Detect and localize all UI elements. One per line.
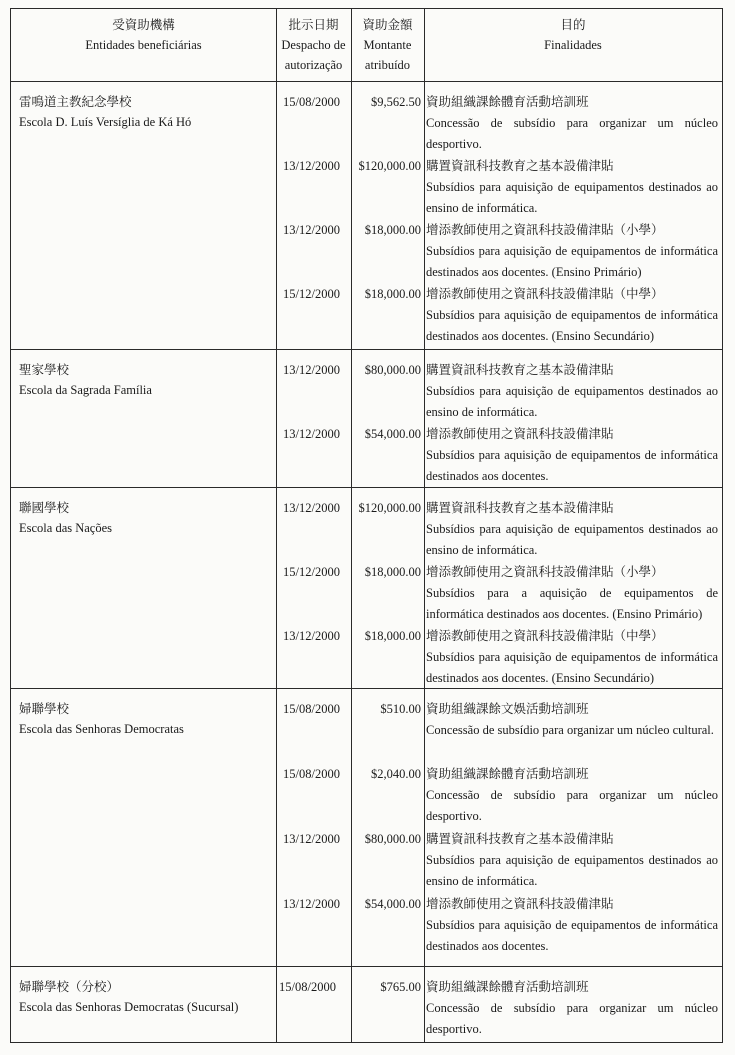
- entry-purpose: [426, 699, 718, 741]
- header-beneficiaries: [11, 15, 276, 55]
- header-purpose-pt: Finalidades: [544, 38, 602, 52]
- header-amount: [351, 15, 424, 75]
- subsidy-table: [10, 8, 723, 1043]
- entry-purpose-zh: 資助組織課餘文娛活動培訓班: [426, 702, 589, 716]
- entry-purpose-pt: Concessão de subsídio para organizar um núcleo desportivo.: [426, 116, 718, 151]
- entry-purpose-zh: 購置資訊科技教育之基本設備津貼: [426, 832, 614, 846]
- beneficiary-name-zh: 婦聯學校: [19, 702, 70, 716]
- entry-date: 13/12/2000: [283, 223, 340, 237]
- entry-date: 13/12/2000: [283, 159, 340, 173]
- beneficiary-name-zh: 聯國學校: [19, 501, 70, 515]
- entry-amount: $120,000.00: [358, 159, 421, 173]
- entry-amount: $18,000.00: [364, 565, 421, 579]
- entry-amount: $510.00: [380, 702, 421, 716]
- entry-purpose-pt: Subsídios para aquisição de equipamentos de informática destinados aos docentes.: [426, 918, 718, 953]
- column-divider: [276, 9, 277, 1042]
- entry-purpose: [426, 424, 718, 487]
- entry-purpose: [426, 284, 718, 347]
- entry-purpose-zh: 增添教師使用之資訊科技設備津貼（小學）: [426, 223, 664, 237]
- entry-amount: $765.00: [380, 980, 421, 994]
- entry-purpose-pt: Subsídios para aquisição de equipamentos destinados ao ensino de informática.: [426, 384, 718, 419]
- entry-purpose-pt: Subsídios para aquisição de equipamentos de informática destinados aos docentes. (Ensino Primário): [426, 244, 718, 279]
- entry-date: 13/12/2000: [283, 629, 340, 643]
- beneficiary-name-pt: Escola das Senhoras Democratas (Sucursal): [19, 1000, 239, 1014]
- entry-date: 15/08/2000: [279, 980, 336, 994]
- entry-purpose-zh: 資助組織課餘體育活動培訓班: [426, 980, 589, 994]
- entry-purpose: [426, 92, 718, 155]
- header-amount-pt1: Montante: [363, 38, 412, 52]
- entry-date: 15/08/2000: [283, 767, 340, 781]
- entry-amount: $18,000.00: [364, 287, 421, 301]
- entry-purpose: [426, 829, 718, 892]
- header-beneficiaries-zh: 受資助機構: [112, 18, 175, 32]
- row-divider: [11, 487, 722, 488]
- beneficiary-name-zh: 雷鳴道主教紀念學校: [19, 95, 132, 109]
- entry-purpose: [426, 220, 718, 283]
- entry-date: 13/12/2000: [283, 897, 340, 911]
- entry-purpose-zh: 購置資訊科技教育之基本設備津貼: [426, 159, 614, 173]
- entry-purpose: [426, 977, 718, 1040]
- entry-amount: $18,000.00: [364, 629, 421, 643]
- header-amount-zh: 資助金額: [362, 18, 413, 32]
- entry-date: 15/12/2000: [283, 565, 340, 579]
- entry-purpose-pt: Concessão de subsídio para organizar um núcleo desportivo.: [426, 788, 718, 823]
- entry-purpose-zh: 購置資訊科技教育之基本設備津貼: [426, 363, 614, 377]
- entry-amount: $80,000.00: [364, 832, 421, 846]
- entry-purpose: [426, 498, 718, 561]
- entry-purpose: [426, 360, 718, 423]
- entry-date: 15/08/2000: [283, 702, 340, 716]
- entry-purpose: [426, 156, 718, 219]
- header-date-pt1: Despacho de: [281, 38, 346, 52]
- beneficiary-name-zh: 婦聯學校（分校）: [19, 980, 120, 994]
- beneficiary-name-pt: Escola da Sagrada Família: [19, 383, 152, 397]
- entry-amount: $9,562.50: [371, 95, 421, 109]
- entry-date: 13/12/2000: [283, 832, 340, 846]
- header-date-pt2: autorização: [284, 58, 343, 72]
- header-purpose-zh: 目的: [560, 18, 586, 32]
- header-date-zh: 批示日期: [288, 18, 339, 32]
- entry-purpose-zh: 增添教師使用之資訊科技設備津貼: [426, 427, 614, 441]
- entry-amount: $2,040.00: [371, 767, 421, 781]
- entry-purpose: [426, 764, 718, 827]
- header-amount-pt2: atribuído: [364, 58, 411, 72]
- entry-purpose-pt: Subsídios para a aquisição de equipamentos de informática destinados aos docentes. (Ensino Primário): [426, 586, 718, 621]
- entry-purpose: [426, 626, 718, 689]
- entry-purpose-zh: 購置資訊科技教育之基本設備津貼: [426, 501, 614, 515]
- entry-purpose-pt: Subsídios para aquisição de equipamentos de informática destinados aos docentes. (Ensino Secundário): [426, 308, 718, 343]
- entry-purpose-zh: 增添教師使用之資訊科技設備津貼（中學）: [426, 629, 664, 643]
- entry-purpose-zh: 增添教師使用之資訊科技設備津貼: [426, 897, 614, 911]
- entry-amount: $80,000.00: [364, 363, 421, 377]
- row-divider: [11, 966, 722, 967]
- row-divider: [11, 349, 722, 350]
- entry-purpose-zh: 增添教師使用之資訊科技設備津貼（中學）: [426, 287, 664, 301]
- entry-date: 13/12/2000: [283, 427, 340, 441]
- entry-date: 13/12/2000: [283, 363, 340, 377]
- entry-date: 13/12/2000: [283, 501, 340, 515]
- beneficiary-name-pt: Escola das Nações: [19, 521, 113, 535]
- entry-purpose-zh: 資助組織課餘體育活動培訓班: [426, 767, 589, 781]
- header-purpose: [424, 15, 722, 55]
- entry-purpose-pt: Subsídios para aquisição de equipamentos destinados ao ensino de informática.: [426, 180, 718, 215]
- header-divider: [11, 81, 722, 82]
- beneficiary-name-zh: 聖家學校: [19, 363, 70, 377]
- header-beneficiaries-pt: Entidades beneficiárias: [85, 38, 202, 52]
- entry-amount: $120,000.00: [358, 501, 421, 515]
- entry-purpose-pt: Concessão de subsídio para organizar um núcleo cultural.: [426, 723, 714, 737]
- entry-purpose: [426, 562, 718, 625]
- entry-purpose-zh: 增添教師使用之資訊科技設備津貼（小學）: [426, 565, 664, 579]
- entry-amount: $54,000.00: [364, 427, 421, 441]
- header-date: [276, 15, 351, 75]
- entry-purpose-zh: 資助組織課餘體育活動培訓班: [426, 95, 589, 109]
- beneficiary-name-pt: Escola das Senhoras Democratas: [19, 722, 184, 736]
- entry-amount: $18,000.00: [364, 223, 421, 237]
- entry-purpose: [426, 894, 718, 957]
- entry-amount: $54,000.00: [364, 897, 421, 911]
- entry-purpose-pt: Subsídios para aquisição de equipamentos de informática destinados aos docentes.: [426, 448, 718, 483]
- entry-purpose-pt: Subsídios para aquisição de equipamentos destinados ao ensino de informática.: [426, 853, 718, 888]
- entry-date: 15/08/2000: [283, 95, 340, 109]
- entry-purpose-pt: Subsídios para aquisição de equipamentos destinados ao ensino de informática.: [426, 522, 718, 557]
- entry-date: 15/12/2000: [283, 287, 340, 301]
- entry-purpose-pt: Subsídios para aquisição de equipamentos de informática destinados aos docentes. (Ensino Secundário): [426, 650, 718, 685]
- entry-purpose-pt: Concessão de subsídio para organizar um núcleo desportivo.: [426, 1001, 718, 1036]
- beneficiary-name-pt: Escola D. Luís Versíglia de Ká Hó: [19, 115, 192, 129]
- column-divider: [424, 9, 425, 1042]
